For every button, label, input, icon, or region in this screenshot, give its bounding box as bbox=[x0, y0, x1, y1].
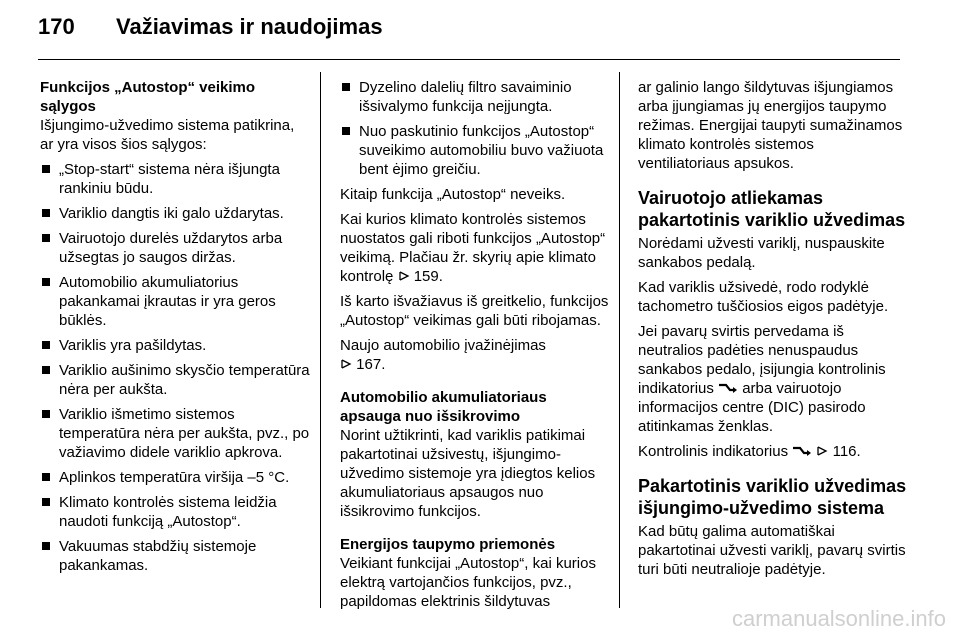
autostop-not-working-text: Kitaip funkcija „Autostop“ neveiks. bbox=[340, 186, 566, 203]
gear-lever-note: Jei pavarų svirtis pervedama iš neutralios padėties nenuspaudus sankabos pedalo, įsijungia kontrolinis indikatorius arba vairuotojo informacijos centre (DIC) pasirodo atitinkamas ženklas. bbox=[638, 323, 886, 435]
list-item: Variklio dangtis iki galo uždarytas. bbox=[40, 204, 310, 223]
restart-instruction: Norėdami užvesti variklį, nuspauskite sankabos pedalą. bbox=[638, 235, 885, 271]
square-bullet-icon bbox=[342, 127, 350, 135]
square-bullet-icon bbox=[42, 473, 50, 481]
list-item: Klimato kontrolės sistema leidžia naudoti funkciją „Autostop“. bbox=[40, 493, 310, 531]
square-bullet-icon bbox=[42, 341, 50, 349]
square-bullet-icon bbox=[42, 278, 50, 286]
list-item: Variklis yra pašildytas. bbox=[40, 336, 310, 355]
column-1 bbox=[40, 78, 310, 581]
energy-saving-text: Veikiant funkcijai „Autostop“, kai kurios elektrą vartojančios funkcijos, pvz., papildomas elektrinis šildytuvas bbox=[340, 555, 596, 610]
energy-saving-text-continued: ar galinio lango šildytuvas išjungiamos arba įjungiamas jų energijos taupymo režimas. Energijai taupyti sumažinamos klimato kontrolės sistemos ventiliatoriaus apsukos. bbox=[638, 79, 903, 172]
conditions-list-continued bbox=[340, 78, 610, 179]
square-bullet-icon bbox=[42, 498, 50, 506]
square-bullet-icon bbox=[42, 366, 50, 374]
list-item: Vairuotojo durelės uždarytos arba užsegtas jo saugos diržas. bbox=[40, 229, 310, 267]
page-reference-link[interactable]: 159. bbox=[413, 268, 443, 285]
column-2 bbox=[340, 78, 610, 617]
battery-protection-text: Norint užtikrinti, kad variklis patikimai pakartotinai užsivestų, išjungimo-užvedimo sistemoje yra įdiegtos kelios akumuliatoriaus apsaugos nuo išsikrovimo funkcijos. bbox=[340, 427, 596, 520]
column-divider-1 bbox=[320, 72, 321, 608]
conditions-list bbox=[40, 160, 310, 575]
autostop-indicator-icon bbox=[718, 382, 738, 394]
list-item: Vakuumas stabdžių sistemoje pakankamas. bbox=[40, 537, 310, 575]
square-bullet-icon bbox=[42, 542, 50, 550]
list-item: Nuo paskutinio funkcijos „Autostop“ suveikimo automobiliu buvo važiuota bent ėjimo greičiu. bbox=[340, 122, 610, 179]
page-reference-link[interactable]: 167. bbox=[356, 356, 386, 373]
list-item: Dyzelino dalelių filtro savaiminio išsivalymo funkcija neįjungta. bbox=[340, 78, 610, 116]
column-3 bbox=[638, 78, 908, 585]
autostop-indicator-icon bbox=[792, 445, 812, 457]
break-in-note: Naujo automobilio įvažinėjimas 167. bbox=[340, 337, 546, 373]
page-reference-arrow-icon bbox=[816, 445, 828, 457]
square-bullet-icon bbox=[42, 410, 50, 418]
column-divider-2 bbox=[619, 72, 620, 608]
square-bullet-icon bbox=[42, 165, 50, 173]
autostop-conditions-heading: Funkcijos „Autostop“ veikimo sąlygos bbox=[40, 79, 256, 115]
battery-protection-heading: Automobilio akumuliatoriaus apsauga nuo išsikrovimo bbox=[340, 389, 547, 425]
list-item: Aplinkos temperatūra viršija –5 °C. bbox=[40, 468, 310, 487]
square-bullet-icon bbox=[342, 83, 350, 91]
energy-saving-heading: Energijos taupymo priemonės bbox=[340, 536, 556, 553]
page-number: 170 bbox=[38, 14, 75, 39]
square-bullet-icon bbox=[42, 234, 50, 242]
page-reference-arrow-icon bbox=[340, 358, 352, 370]
driver-restart-heading: Vairuotojo atliekamas pakartotinis variklio užvedimas bbox=[638, 188, 906, 230]
square-bullet-icon bbox=[42, 209, 50, 217]
list-item: „Stop-start“ sistema nėra išjungta rankiniu būdu. bbox=[40, 160, 310, 198]
header-rule bbox=[38, 59, 900, 60]
climate-control-note: Kai kurios klimato kontrolės sistemos nuostatos gali riboti funkcijos „Autostop“ veikimą. Plačiau žr. skyrių apie klimato kontrolę 159. bbox=[340, 211, 606, 285]
system-restart-heading: Pakartotinis variklio užvedimas išjungimo-užvedimo sistema bbox=[638, 476, 907, 518]
list-item: Variklio aušinimo skysčio temperatūra nėra per aukšta. bbox=[40, 361, 310, 399]
page-reference-link[interactable]: 116. bbox=[832, 443, 861, 460]
page-reference-arrow-icon bbox=[398, 270, 410, 282]
conditions-intro: Išjungimo-užvedimo sistema patikrina, ar yra visos šios sąlygos: bbox=[40, 117, 295, 153]
indicator-reference: Kontrolinis indikatorius 116. bbox=[638, 443, 861, 460]
page-title: Važiavimas ir naudojimas bbox=[116, 14, 383, 39]
list-item: Variklio išmetimo sistemos temperatūra nėra per aukšta, pvz., po važiavimo didele variklio apkrova. bbox=[40, 405, 310, 462]
list-item: Automobilio akumuliatorius pakankamai įkrautas ir yra geros būklės. bbox=[40, 273, 310, 330]
tachometer-note: Kad variklis užsivedė, rodo rodyklė tachometro tuščiosios eigos padėtyje. bbox=[638, 279, 889, 315]
system-restart-text: Kad būtų galima automatiškai pakartotinai užvesti variklį, pavarų svirtis turi būti neutralioje padėtyje. bbox=[638, 523, 906, 578]
highway-exit-note: Iš karto išvažiavus iš greitkelio, funkcijos „Autostop“ veikimas gali būti ribojamas. bbox=[340, 293, 609, 329]
watermark: carmanualsonline.info bbox=[731, 606, 946, 631]
